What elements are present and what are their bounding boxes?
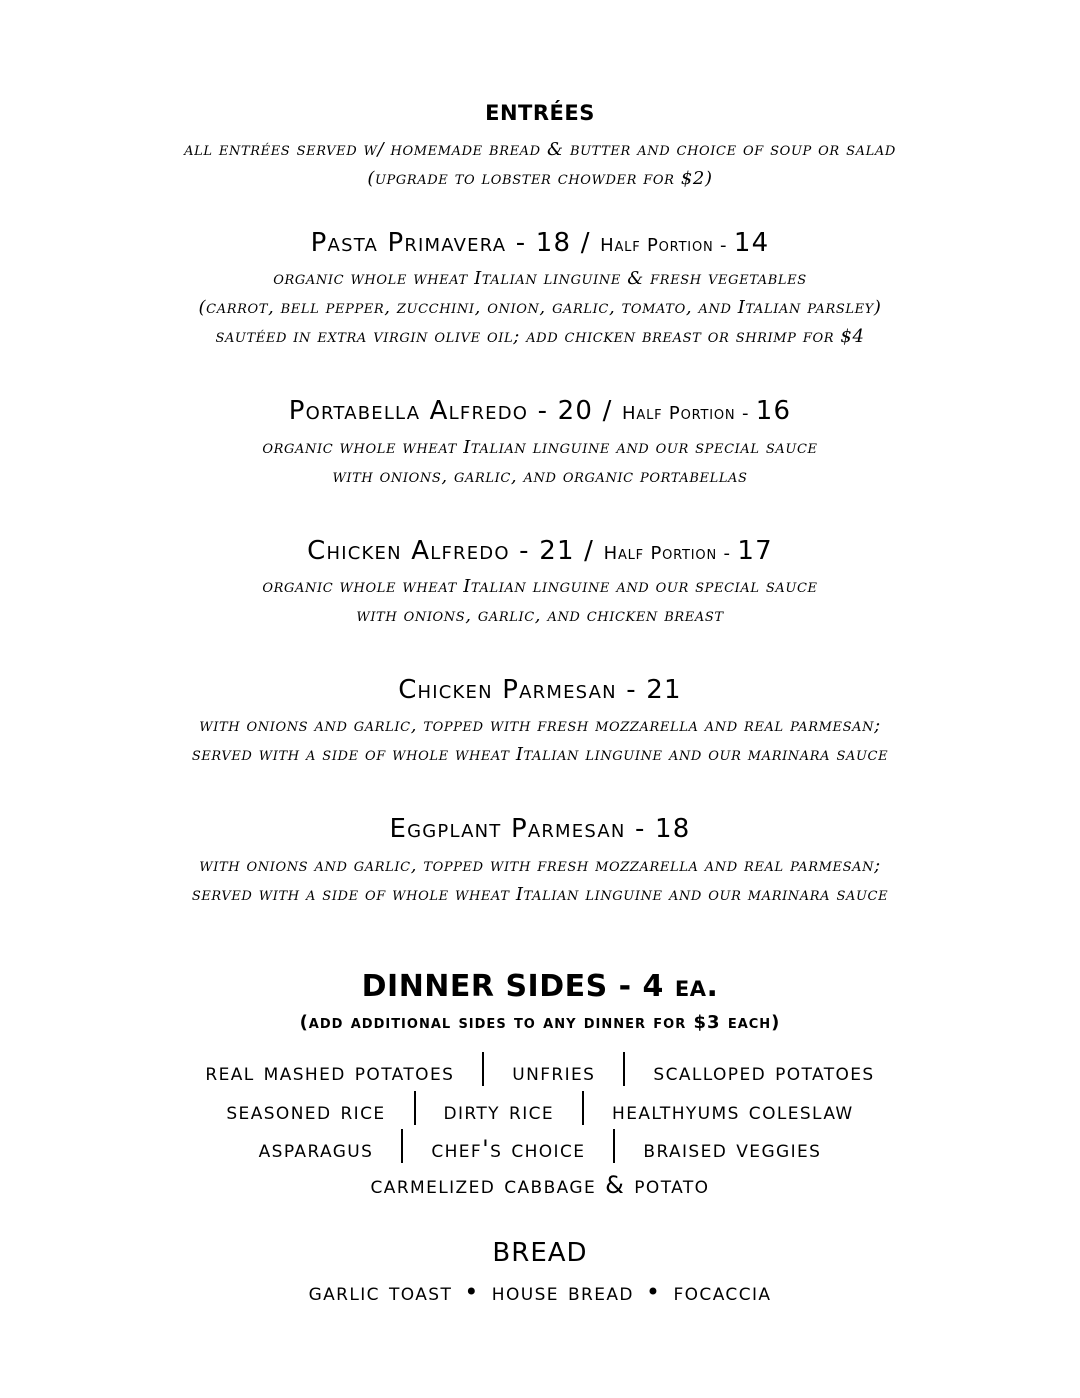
bread-row [0,1280,1080,1304]
dinner-sides-title-ea: ea. [674,969,719,1004]
sides-row [0,1095,1080,1129]
menu-item-chicken-alfredo [0,538,1080,564]
side-item: seasoned rice [226,1097,386,1125]
menu-item-portabella-alfredo [0,398,1080,424]
item-description: served with a side of whole wheat Italian linguine and our marinara sauce [191,884,889,905]
half-portion-label: Half Portion - [600,235,734,256]
item-description: with onions, garlic, and chicken breast [356,605,724,626]
bullet-separator: • [464,1278,480,1306]
menu-item-eggplant-parmesan: Eggplant Parmesan - 18 [389,814,691,844]
entrees-note-line2: (upgrade to lobster chowder for $2) [367,168,713,189]
item-description: served with a side of whole wheat Italian linguine and our marinara sauce [191,744,889,765]
half-portion-label: Half Portion - [603,543,738,564]
side-item: asparagus [258,1135,374,1163]
half-portion-price: 17 [737,536,773,566]
side-item: dirty rice [443,1097,555,1125]
side-item: real mashed potatoes [205,1058,455,1086]
divider [623,1052,625,1086]
item-description: with onions and garlic, topped with fresh mozzarella and real parmesan; [199,715,881,736]
side-item: braised veggies [643,1135,822,1163]
item-description: organic whole wheat Italian linguine and our special sauce [262,576,818,597]
dinner-sides-note: (add additional sides to any dinner for $3 each) [299,1012,781,1033]
side-item: unfries [512,1058,596,1086]
side-item: scalloped potatoes [653,1058,875,1086]
divider [414,1091,416,1125]
item-description: with onions, garlic, and organic portabellas [332,466,748,487]
dinner-sides-title [0,969,1080,1004]
divider [613,1129,615,1163]
entrees-note-line1: all entrées served w/ homemade bread & butter and choice of soup or salad [184,139,896,160]
bullet-separator: • [645,1278,662,1306]
divider [401,1129,403,1163]
sides-row [0,1133,1080,1167]
dinner-sides-title-main: DINNER SIDES - 4 [361,969,675,1004]
bread-item: focaccia [673,1278,772,1306]
item-description: sautéed in extra virgin olive oil; add chicken breast or shrimp for $4 [215,326,865,347]
divider [482,1052,484,1086]
menu-item-chicken-parmesan: Chicken Parmesan - 21 [398,675,682,705]
bread-item: garlic toast [308,1278,453,1306]
item-name-price: Pasta Primavera - 18 / [310,228,601,258]
side-item: chef's choice [431,1135,586,1163]
item-name-price: Portabella Alfredo - 20 / [288,396,623,426]
side-item: healthyums coleslaw [612,1097,854,1125]
sides-row [0,1173,1080,1197]
entrees-title: entrées [485,93,595,128]
menu-item-pasta-primavera [0,230,1080,256]
side-item: carmelized cabbage & potato [370,1171,710,1199]
bread-item: house bread [491,1278,634,1306]
item-name-price: Chicken Alfredo - 21 / [307,536,604,566]
item-description: (carrot, bell pepper, zucchini, onion, garlic, tomato, and Italian parsley) [198,297,882,318]
half-portion-price: 14 [733,228,770,258]
divider [582,1091,584,1125]
half-portion-price: 16 [755,396,792,426]
half-portion-label: Half Portion - [622,403,756,424]
item-description: organic whole wheat Italian linguine & fresh vegetables [273,268,807,289]
item-description: organic whole wheat Italian linguine and our special sauce [262,437,818,458]
bread-title: BREAD [492,1238,588,1268]
sides-row [0,1056,1080,1090]
item-description: with onions and garlic, topped with fresh mozzarella and real parmesan; [199,855,881,876]
